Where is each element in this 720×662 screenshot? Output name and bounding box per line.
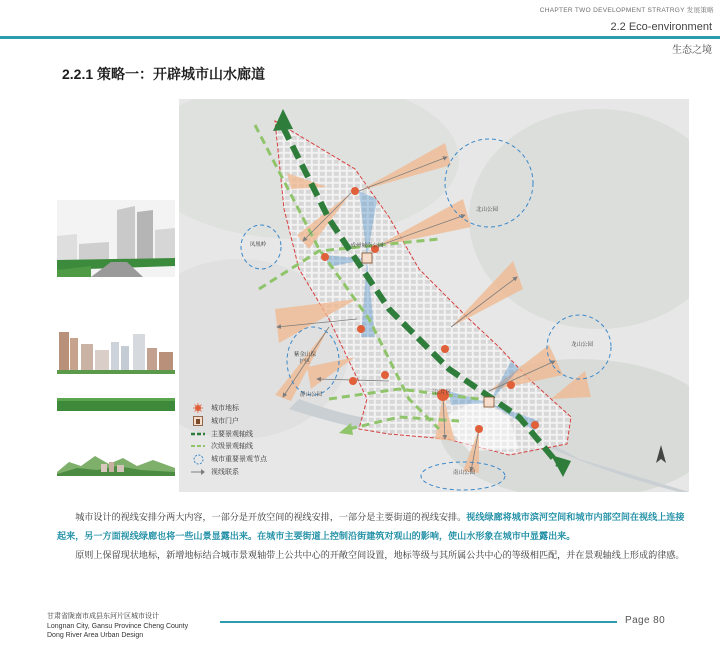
legend-item [191, 465, 267, 478]
secondary-axis-line [191, 444, 205, 448]
legend-label: 次级景观轴线 [211, 443, 253, 451]
legend-item [191, 415, 267, 428]
chapter-label: CHAPTER TWO DEVELOPMENT STRATRGY 发展策略 [539, 7, 714, 14]
map-label-chengnan-park: 成州城南公园 [350, 243, 384, 249]
footer-project [47, 612, 188, 641]
paragraph-2: 原则上保留现状地标，新增地标结合城市景观轴带上公共中心的开敞空间设置，地标等级与其所属公共中心的等级相匹配，并在景观轴线上形成韵律感。 [75, 550, 685, 560]
legend-item [191, 402, 267, 415]
legend-label: 城市门户 [211, 418, 239, 426]
map-legend [191, 402, 267, 478]
landmark-icon [191, 403, 205, 413]
legend-label: 城市地标 [211, 405, 239, 413]
map-label-zijin: 紫金山保护区 [293, 352, 316, 365]
map-label-nan-mountain: 南山公园 [452, 470, 475, 476]
map-label-sanjiang: 三江片区 [428, 390, 451, 396]
paragraph-1-highlight: 视线绿廊将城市滨河空间和城市内部空间在视线上连接起来，另一方面视线绿廊也将一些山景显露出来。在城市主要街道上控制沿街建筑对观山的影响，使山水形象在城市中显露出来。 [57, 512, 685, 541]
green-band-image [57, 398, 175, 411]
footer-rule [220, 621, 617, 623]
map-label-mingqiao: 凤凰岭 [249, 242, 267, 248]
street-perspective-image [57, 200, 175, 277]
node-circle [191, 454, 205, 465]
legend-label: 视线联系 [211, 468, 239, 476]
body-text [57, 508, 693, 565]
section-subtitle: 生态之境 [672, 45, 712, 56]
page-title: 2.2.1 策略一：开辟城市山水廊道 [62, 66, 266, 82]
skyline-image [57, 328, 175, 374]
footer-title-cn: 甘肃省陇南市成县东河片区城市设计 [47, 613, 159, 620]
primary-axis-line [191, 432, 205, 436]
legend-label: 城市重要景观节点 [211, 456, 267, 464]
paragraph-1 [57, 508, 693, 546]
header-rule [0, 36, 720, 39]
map-label-liangjiang: 龙山公园 [570, 342, 593, 348]
page-number: Page 80 [625, 615, 666, 626]
footer-title-en-1: Longnan City, Gansu Province Cheng County [47, 622, 189, 630]
map-label-jing: 静山公园 [299, 392, 322, 398]
legend-item [191, 453, 267, 466]
legend-label: 主要景观轴线 [211, 430, 253, 438]
map-label-bei-mountain: 北山公园 [475, 207, 498, 213]
sightline-arrow [191, 469, 205, 475]
mountain-band-image [57, 450, 175, 476]
paragraph-1-text: 城市设计的视线安排分两大内容，一部分是开放空间的视线安排，一部分是主要街道的视线安排。 [75, 512, 467, 522]
legend-item [191, 427, 267, 440]
footer-title-en-2: Dong River Area Urban Design [47, 632, 144, 639]
legend-item [191, 440, 267, 453]
gate-icon [191, 416, 205, 426]
section-title: 2.2 Eco-environment [610, 21, 712, 33]
